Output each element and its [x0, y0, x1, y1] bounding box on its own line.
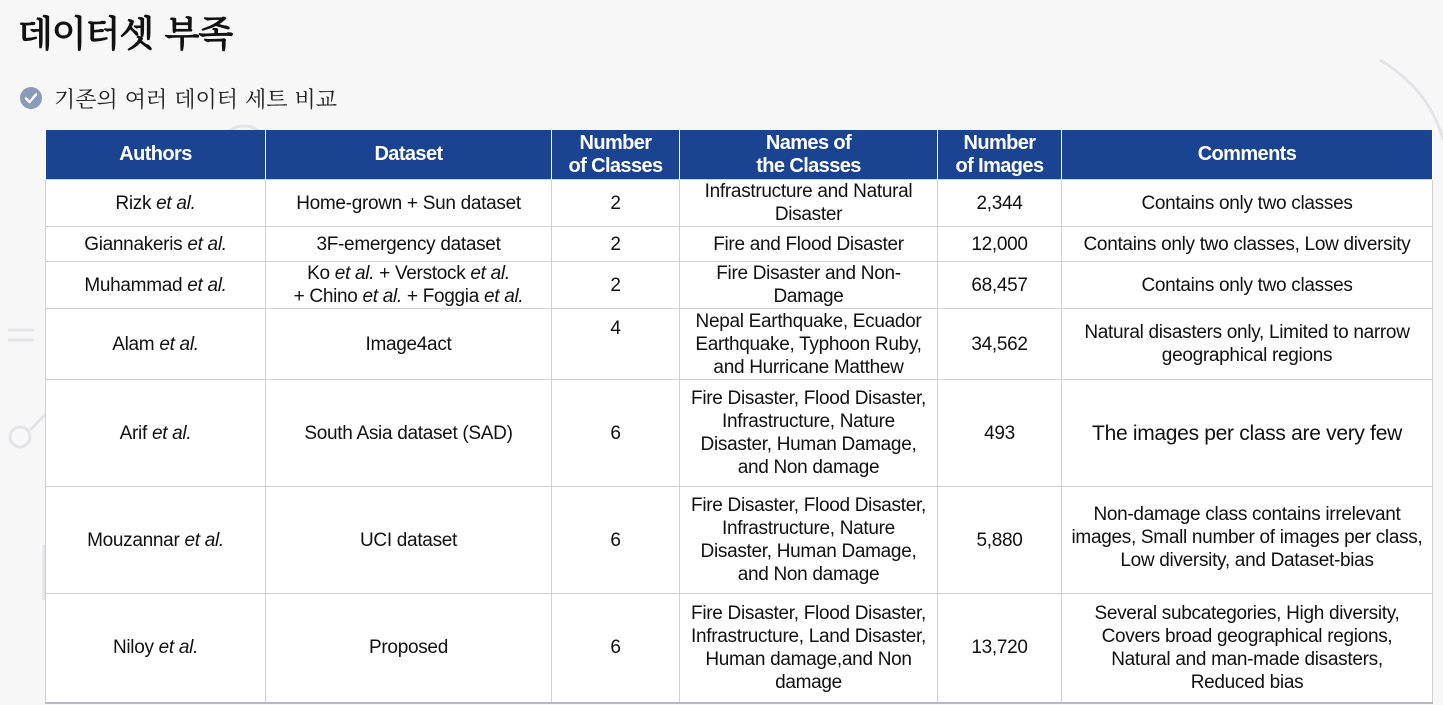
author-cell: Alam et al.: [46, 309, 266, 380]
header-dataset: Dataset: [266, 130, 552, 180]
classes-cell: 6: [552, 594, 680, 703]
dataset-cell: Home-grown + Sun dataset: [266, 180, 552, 227]
classes-cell: 6: [552, 487, 680, 594]
header-number-of-classes: Number of Classes: [552, 130, 680, 180]
classes-cell: 4: [552, 309, 680, 380]
classes-cell: 2: [552, 262, 680, 309]
subtitle-row: [20, 84, 337, 112]
dataset-cell: Ko et al. + Verstock et al. + Chino et al. + Foggia et al.: [266, 262, 552, 309]
dataset-cell: 3F-emergency dataset: [266, 227, 552, 262]
author-cell: Niloy et al.: [46, 594, 266, 703]
header-authors: Authors: [46, 130, 266, 180]
comments-cell: Natural disasters only, Limited to narrow geographical regions: [1062, 309, 1433, 380]
images-cell: 2,344: [938, 180, 1062, 227]
images-cell: 5,880: [938, 487, 1062, 594]
header-comments: Comments: [1062, 130, 1433, 180]
comments-cell: Non-damage class contains irrelevant images, Small number of images per class, Low diversity, and Dataset-bias: [1062, 487, 1433, 594]
comments-cell: Contains only two classes: [1062, 180, 1433, 227]
author-cell: Muhammad et al.: [46, 262, 266, 309]
class-names-cell: Nepal Earthquake, Ecuador Earthquake, Typhoon Ruby, and Hurricane Matthew: [680, 309, 938, 380]
classes-cell: 2: [552, 227, 680, 262]
comments-cell: The images per class are very few: [1062, 380, 1433, 487]
class-names-cell: Infrastructure and Natural Disaster: [680, 180, 938, 227]
class-names-cell: Fire and Flood Disaster: [680, 227, 938, 262]
classes-cell: 6: [552, 380, 680, 487]
dataset-cell: South Asia dataset (SAD): [266, 380, 552, 487]
author-cell: Giannakeris et al.: [46, 227, 266, 262]
header-names-of-classes: Names of the Classes: [680, 130, 938, 180]
images-cell: 12,000: [938, 227, 1062, 262]
table-header-row: [46, 130, 1433, 180]
dataset-cell: UCI dataset: [266, 487, 552, 594]
table-row: [46, 309, 1433, 380]
subtitle-text: 기존의 여러 데이터 세트 비교: [54, 87, 337, 113]
author-cell: Mouzannar et al.: [46, 487, 266, 594]
table-row: [46, 227, 1433, 262]
dataset-cell: Image4act: [266, 309, 552, 380]
images-cell: 68,457: [938, 262, 1062, 309]
author-cell: Rizk et al.: [46, 180, 266, 227]
page-title: 데이터셋 부족: [18, 14, 233, 55]
images-cell: 34,562: [938, 309, 1062, 380]
class-names-cell: Fire Disaster and Non- Damage: [680, 262, 938, 309]
classes-cell: 2: [552, 180, 680, 227]
header-number-of-images: Number of Images: [938, 130, 1062, 180]
table-row: [46, 180, 1433, 227]
table-row: [46, 487, 1433, 594]
class-names-cell: Fire Disaster, Flood Disaster, Infrastructure, Land Disaster, Human damage,and Non damage: [680, 594, 938, 703]
class-names-cell: Fire Disaster, Flood Disaster, Infrastructure, Nature Disaster, Human Damage, and Non damage: [680, 487, 938, 594]
table-row: [46, 380, 1433, 487]
comments-cell: Contains only two classes: [1062, 262, 1433, 309]
class-names-cell: Fire Disaster, Flood Disaster, Infrastructure, Nature Disaster, Human Damage, and Non damage: [680, 380, 938, 487]
dataset-cell: Proposed: [266, 594, 552, 703]
comments-cell: Several subcategories, High diversity, Covers broad geographical regions, Natural and man-made disasters, Reduced bias: [1062, 594, 1433, 703]
images-cell: 13,720: [938, 594, 1062, 703]
images-cell: 493: [938, 380, 1062, 487]
table-row: [46, 262, 1433, 309]
table-row: [46, 594, 1433, 703]
check-circle-icon: [20, 87, 42, 109]
comparison-table: [45, 130, 1433, 704]
comments-cell: Contains only two classes, Low diversity: [1062, 227, 1433, 262]
author-cell: Arif et al.: [46, 380, 266, 487]
